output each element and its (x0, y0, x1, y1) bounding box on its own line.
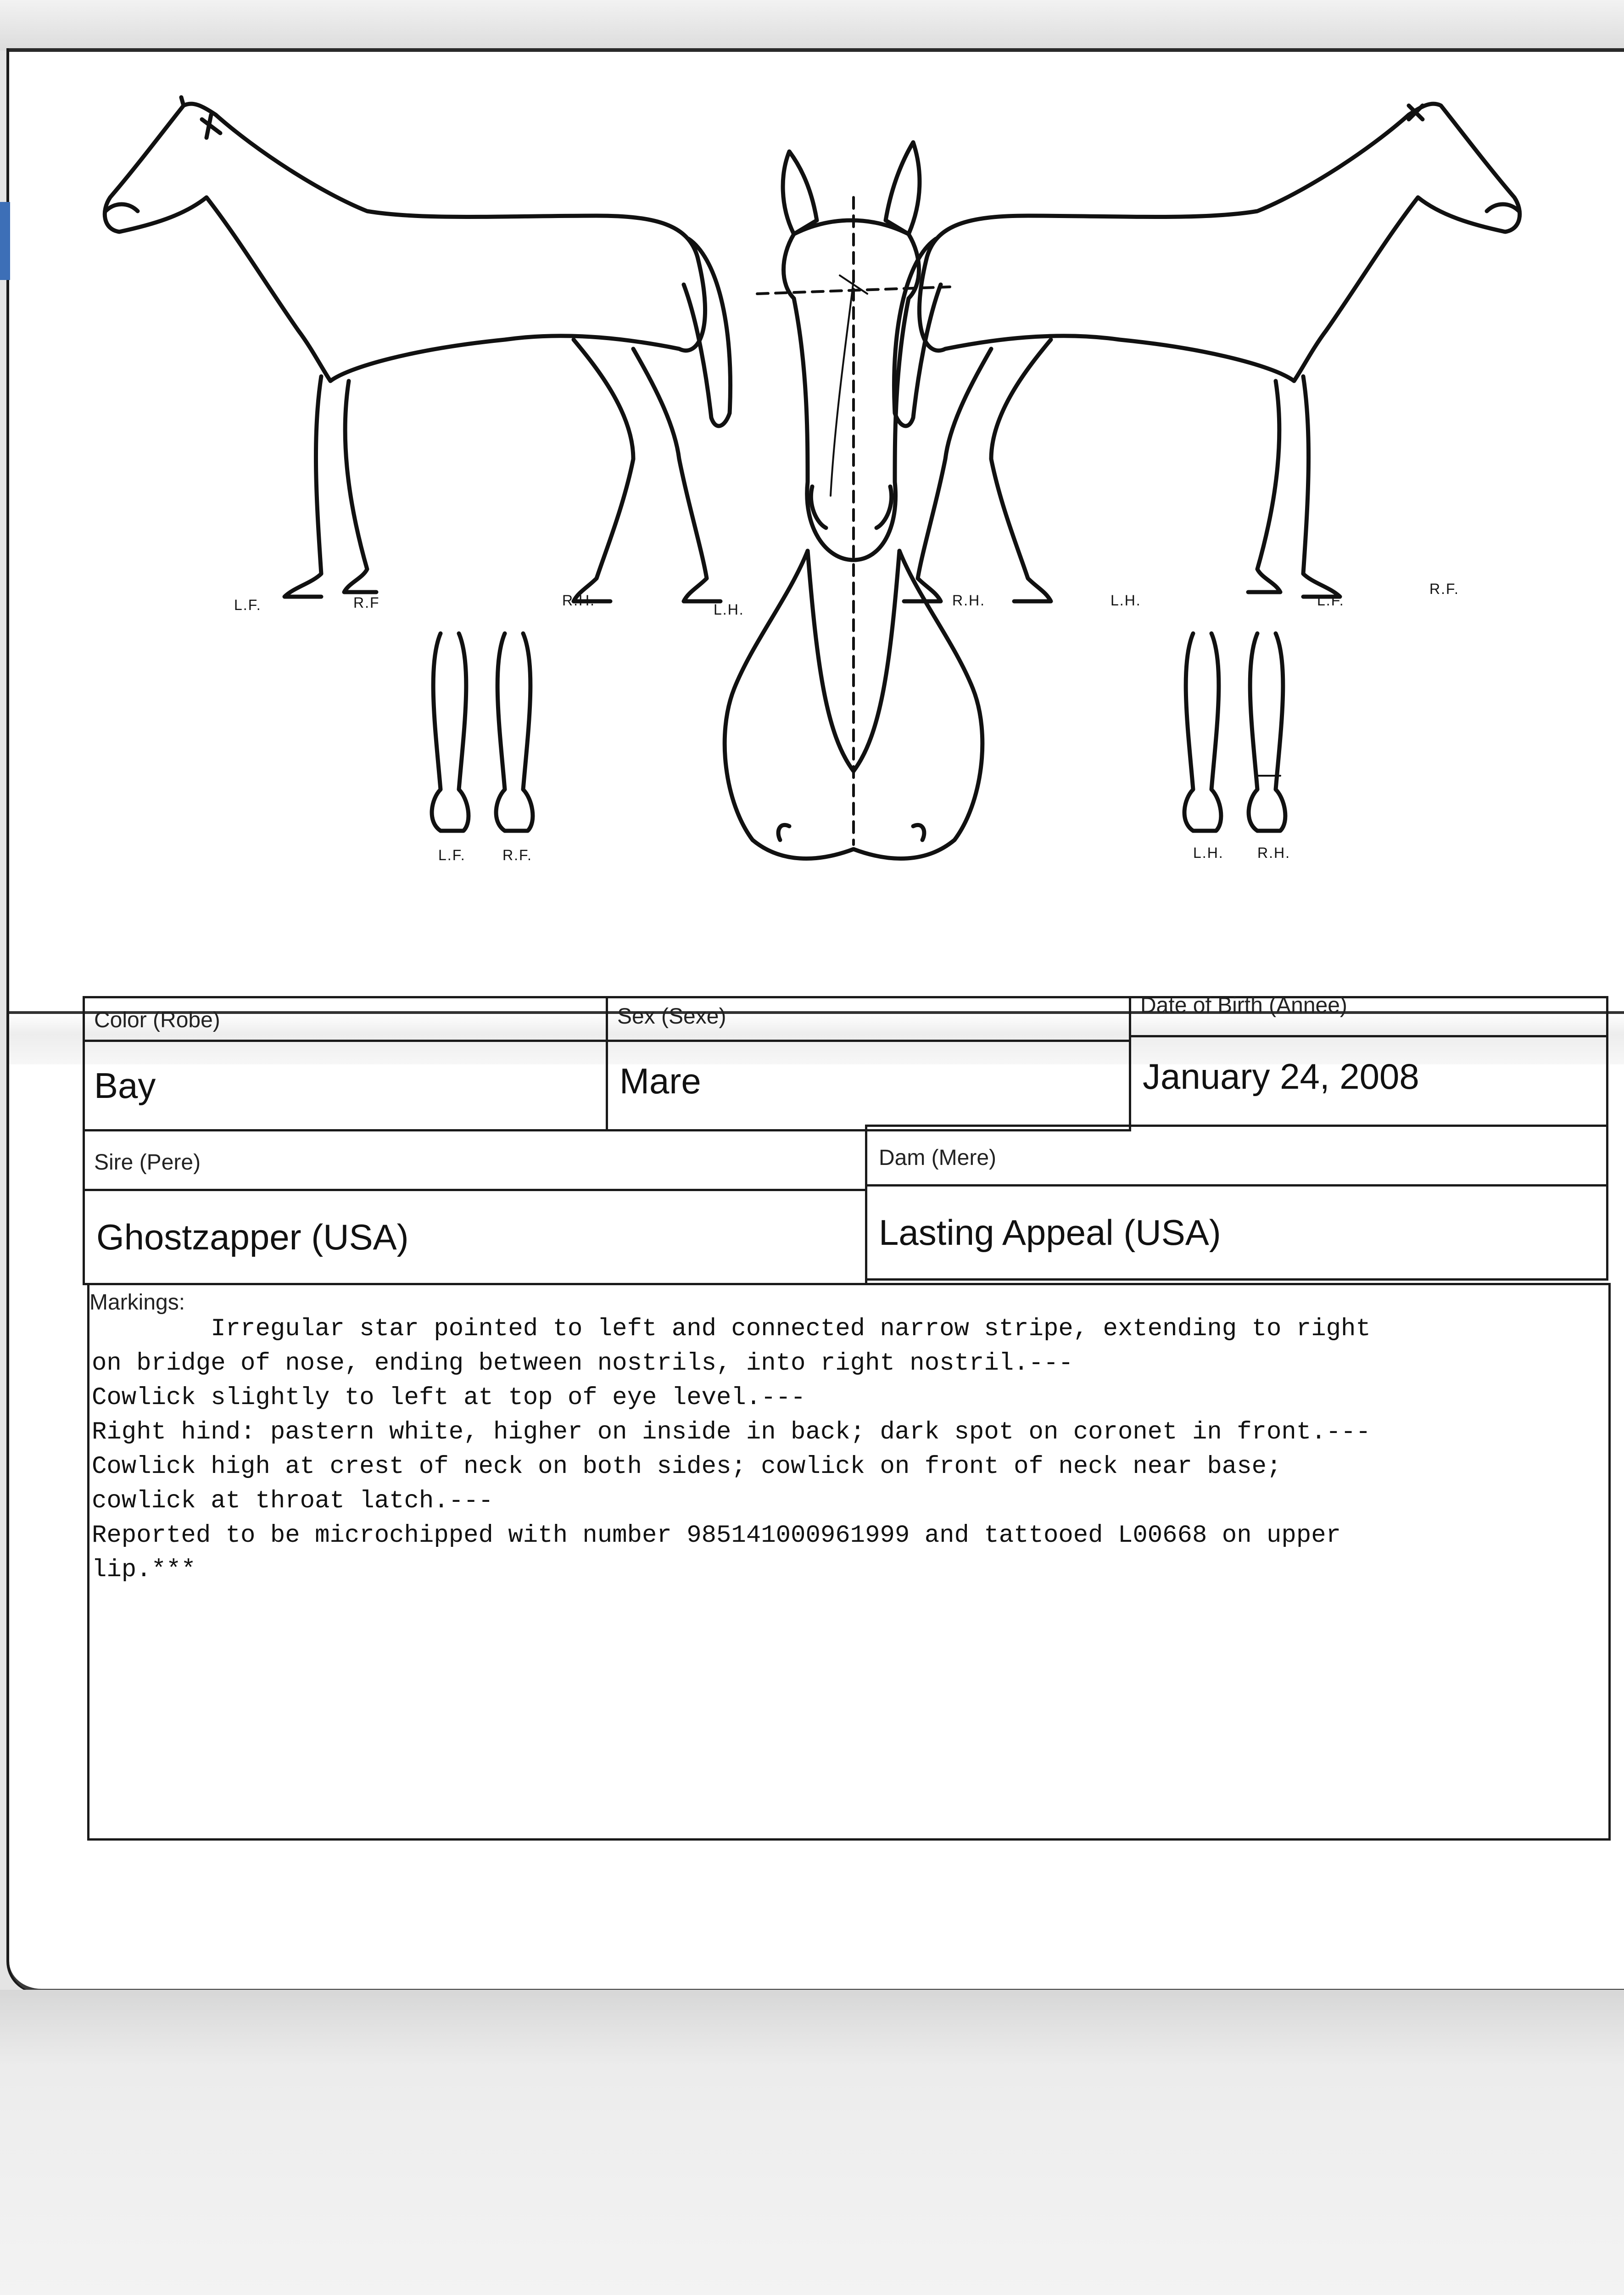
sire-header-cell (83, 1129, 867, 1191)
sex-value: Mare (619, 1061, 701, 1101)
markings-line-2: on bridge of nose, ending between nostrils, into right nostril.--- (92, 1349, 1073, 1377)
dam-header-cell (865, 1125, 1608, 1187)
right-side-horse-drawing (894, 104, 1519, 601)
left-view-label-lh: L.H. (714, 601, 744, 618)
markings-line-6: cowlick at throat latch.--- (92, 1487, 493, 1515)
sire-value-cell (83, 1189, 867, 1285)
right-view-label-lh: L.H. (1111, 592, 1141, 609)
markings-line-7: Reported to be microchipped with number 985141000961999 and tattooed L00668 on upper (92, 1522, 1341, 1550)
markings-box (87, 1283, 1611, 1841)
markings-line-5: Cowlick high at crest of neck on both sides; cowlick on front of neck near base; (92, 1453, 1282, 1481)
markings-line-8: lip.*** (92, 1556, 196, 1584)
dob-label: Date of Birth (Annee) (1140, 993, 1347, 1018)
left-side-horse-drawing (105, 97, 730, 601)
sex-value-cell (606, 1040, 1131, 1131)
markings-line-4: Right hind: pastern white, higher on inside in back; dark spot on coronet in front.--- (92, 1418, 1371, 1446)
sire-label: Sire (Pere) (94, 1150, 201, 1175)
dam-value-cell (865, 1184, 1608, 1281)
sex-header-cell (606, 996, 1131, 1042)
color-label: Color (Robe) (94, 1008, 220, 1032)
color-value: Bay (94, 1065, 156, 1106)
right-view-label-rf: R.F. (1429, 581, 1459, 597)
markings-label: Markings: (89, 1290, 185, 1315)
color-header-cell (83, 996, 608, 1042)
scan-background-bottom (0, 1990, 1624, 2295)
front-legs-label-rf: R.F. (502, 847, 532, 863)
dam-label: Dam (Mere) (879, 1146, 997, 1170)
right-view-label-lf: L.F. (1317, 592, 1345, 609)
color-value-cell (83, 1040, 608, 1131)
hind-legs-label-lh: L.H. (1193, 845, 1224, 861)
hind-legs-detail-drawing (1184, 633, 1285, 831)
left-view-label-rf: R.F (353, 594, 380, 611)
dob-value-cell (1129, 1035, 1608, 1127)
right-view-label-rh: R.H. (952, 592, 985, 609)
markings-line-3: Cowlick slightly to left at top of eye level.--- (92, 1384, 806, 1412)
horse-diagram (0, 0, 1624, 964)
left-view-label-rh: R.H. (562, 592, 595, 609)
markings-line-1: Irregular star pointed to left and connected narrow stripe, extending to right (92, 1315, 1371, 1343)
front-legs-label-lf: L.F. (438, 847, 466, 863)
dam-value: Lasting Appeal (USA) (879, 1212, 1221, 1253)
front-legs-detail-drawing (432, 633, 533, 831)
sire-value: Ghostzapper (USA) (96, 1217, 409, 1257)
sex-label: Sex (Sexe) (617, 1004, 726, 1029)
hind-legs-label-rh: R.H. (1257, 845, 1290, 861)
dob-value: January 24, 2008 (1143, 1056, 1419, 1097)
left-view-label-lf: L.F. (234, 597, 262, 613)
dob-header-cell (1129, 993, 1608, 1037)
